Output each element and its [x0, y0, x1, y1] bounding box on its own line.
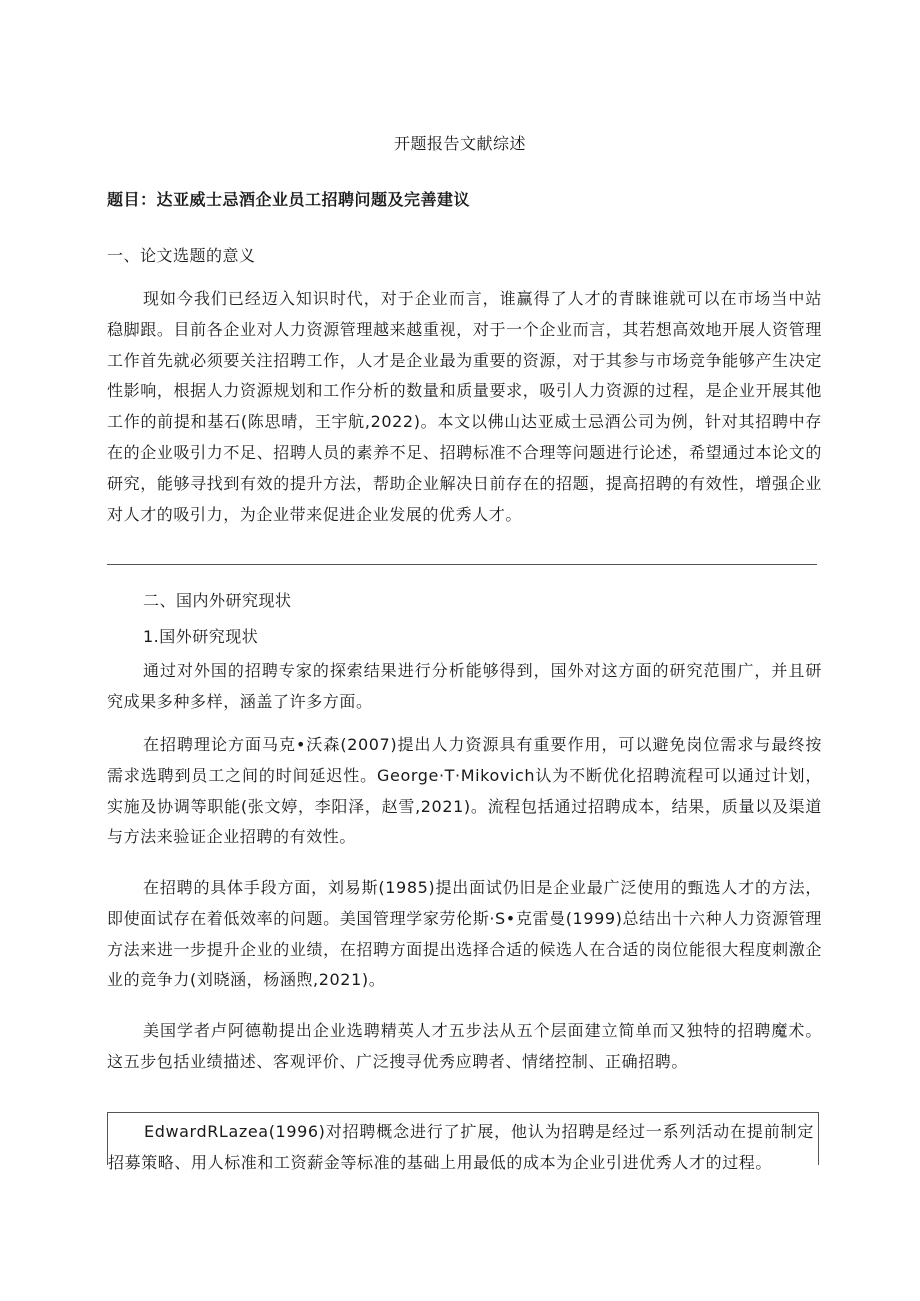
paragraph-recruitment-methods: 在招聘的具体手段方面，刘易斯(1985)提出面试仍旧是企业最广泛使用的甄选人才的方法，即使面试存在着低效率的问题。美国管理学家劳伦斯·S•克雷曼(1999)总结出十六种人力资源管理方法来进一步提升企业的业绩，在招聘方面提出选择合适的候选人在合适的岗位能很大程度刺激企业的竞争力(刘晓涵，杨涵煦,2021)。	[107, 878, 822, 990]
paragraph-foreign-overview: 通过对外国的招聘专家的探索结果进行分析能够得到，国外对这方面的研究范围广，并且研究成果多种多样，涵盖了许多方面。	[107, 661, 822, 711]
thesis-topic: 题目：达亚威士忌酒企业员工招聘问题及完善建议	[107, 190, 471, 209]
paragraph-five-steps: 美国学者卢阿德勒提出企业选聘精英人才五步法从五个层面建立简单而又独特的招聘魔术。这五步包括业绩描述、客观评价、广泛搜寻优秀应聘者、情绪控制、正确招聘。	[107, 1021, 822, 1071]
boxed-paragraph-frame	[107, 1112, 819, 1172]
divider-line	[107, 564, 817, 565]
paragraph-recruitment-theory: 在招聘理论方面马克•沃森(2007)提出人力资源具有重要作用，可以避免岗位需求与最终按需求选聘到员工之间的时间延迟性。George·T·Mikovich认为不断优化招聘流程可以通过计划，实施及协调等职能(张文婷，李阳泽，赵雪,2021)。流程包括通过招聘成本，结果，质量以及渠道与方法来验证企业招聘的有效性。	[107, 735, 822, 847]
section-1-heading: 一、论文选题的意义	[107, 246, 256, 265]
section-2-heading: 二、国内外研究现状	[143, 591, 292, 610]
page-title: 开题报告文献综述	[393, 134, 526, 153]
section-1-paragraph: 现如今我们已经迈入知识时代，对于企业而言，谁赢得了人才的青睐谁就可以在市场当中站稳脚跟。目前各企业对人力资源管理越来越重视，对于一个企业而言，其若想高效地开展人资管理工作首先就必须要关注招聘工作，人才是企业最为重要的资源，对于其参与市场竞争能够产生决定性影响，根据人力资源规划和工作分析的数量和质量要求，吸引人力资源的过程，是企业开展其他工作的前提和基石(陈思晴，王宇航,2022)。本文以佛山达亚威士忌酒公司为例，针对其招聘中存在的企业吸引力不足、招聘人员的素养不足、招聘标准不合理等问题进行论述，希望通过本论文的研究，能够寻找到有效的提升方法，帮助企业解决日前存在的招题，提高招聘的有效性，增强企业对人才的吸引力，为企业带来促进企业发展的优秀人才。	[107, 289, 822, 524]
section-2-subheading: 1.国外研究现状	[143, 627, 259, 646]
paragraph-recruitment-concept: EdwardRLazea(1996)对招聘概念进行了扩展，他认为招聘是经过一系列活动在提前制定招募策略、用人标准和工资薪金等标准的基础上用最低的成本为企业引进优秀人才的过程。	[108, 1122, 814, 1172]
